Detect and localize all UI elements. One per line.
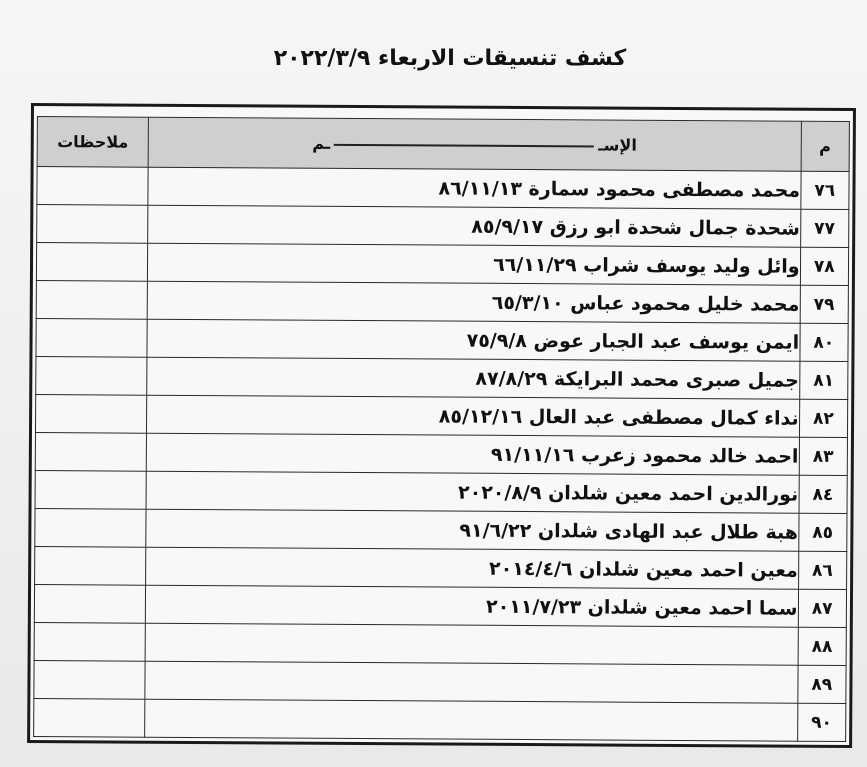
table-row (36, 319, 848, 362)
table-row (34, 661, 846, 704)
row-name: نورالدين احمد معين شلدان ٢٠٢٠/٨/٩ (146, 471, 799, 513)
header-name-end: ـم (312, 133, 331, 153)
row-number: ٧٩ (800, 285, 849, 323)
row-notes (35, 433, 146, 472)
row-number: ٨٢ (799, 399, 848, 437)
names-table (33, 116, 850, 742)
row-name: محمد مصطفى محمود سمارة ٨٦/١١/١٣ (148, 167, 801, 209)
row-name: نداء كمال مصطفى عبد العال ٨٥/١٢/١٦ (146, 395, 799, 437)
row-number: ٧٨ (800, 247, 849, 285)
row-notes (36, 243, 147, 282)
table-row (36, 281, 848, 324)
row-number: ٨١ (799, 361, 848, 399)
row-notes (35, 509, 146, 548)
row-name: شحدة جمال شحدة ابو رزق ٨٥/٩/١٧ (148, 205, 801, 247)
table-header-row (37, 117, 849, 172)
row-notes (36, 281, 147, 320)
table-row (35, 433, 847, 476)
row-number: ٨٤ (799, 475, 848, 513)
row-name: معين احمد معين شلدان ٢٠١٤/٤/٦ (146, 547, 799, 589)
header-notes: ملاحظات (37, 117, 148, 168)
row-number: ٧٧ (800, 209, 849, 247)
table-row (34, 585, 846, 628)
row-number: ٨٨ (798, 627, 847, 665)
header-number: م (801, 121, 850, 171)
row-name: جميل صبرى محمد البرايكة ٨٧/٨/٢٩ (147, 357, 800, 399)
row-notes (35, 547, 146, 586)
row-name: محمد خليل محمود عباس ٦٥/٣/١٠ (147, 281, 800, 323)
row-notes (37, 205, 148, 244)
table-row (37, 167, 849, 210)
row-notes (36, 357, 147, 396)
header-name-start: الإسـ (598, 135, 637, 155)
row-name: سما احمد معين شلدان ٢٠١١/٧/٢٣ (145, 585, 798, 627)
row-notes (34, 661, 145, 700)
row-name: ايمن يوسف عبد الجبار عوض ٧٥/٩/٨ (147, 319, 800, 361)
row-name (145, 661, 798, 703)
row-name: هبة طلال عبد الهادى شلدان ٩١/٦/٢٢ (146, 509, 799, 551)
row-number: ٩٠ (797, 703, 846, 741)
row-notes (34, 585, 145, 624)
table-body (34, 167, 849, 742)
row-notes (37, 167, 148, 206)
row-number: ٨٧ (798, 589, 847, 627)
row-notes (36, 319, 147, 358)
table-row (36, 243, 848, 286)
row-name: احمد خالد محمود زعرب ٩١/١١/١٦ (146, 433, 799, 475)
header-name (148, 117, 801, 171)
table-row (36, 357, 848, 400)
row-notes (35, 471, 146, 510)
table-row (34, 699, 846, 742)
document-title: كشف تنسيقات الاربعاء ٢٠٢٢/٣/٩ (273, 46, 627, 71)
row-notes (34, 623, 145, 662)
row-notes (34, 699, 145, 738)
row-name (145, 623, 798, 665)
table-row (37, 205, 849, 248)
row-number: ٧٦ (800, 171, 849, 209)
row-number: ٨٠ (800, 323, 849, 361)
header-name-underline (334, 143, 594, 147)
row-name: وائل وليد يوسف شراب ٦٦/١١/٢٩ (147, 243, 800, 285)
table-row (35, 395, 847, 438)
row-number: ٨٩ (797, 665, 846, 703)
table-row (35, 509, 847, 552)
row-name (145, 699, 798, 741)
row-number: ٨٦ (798, 551, 847, 589)
table-row (35, 471, 847, 514)
table-row (34, 623, 846, 666)
table-frame (27, 103, 856, 748)
row-number: ٨٥ (798, 513, 847, 551)
row-notes (35, 395, 146, 434)
table-row (35, 547, 847, 590)
row-number: ٨٣ (799, 437, 848, 475)
